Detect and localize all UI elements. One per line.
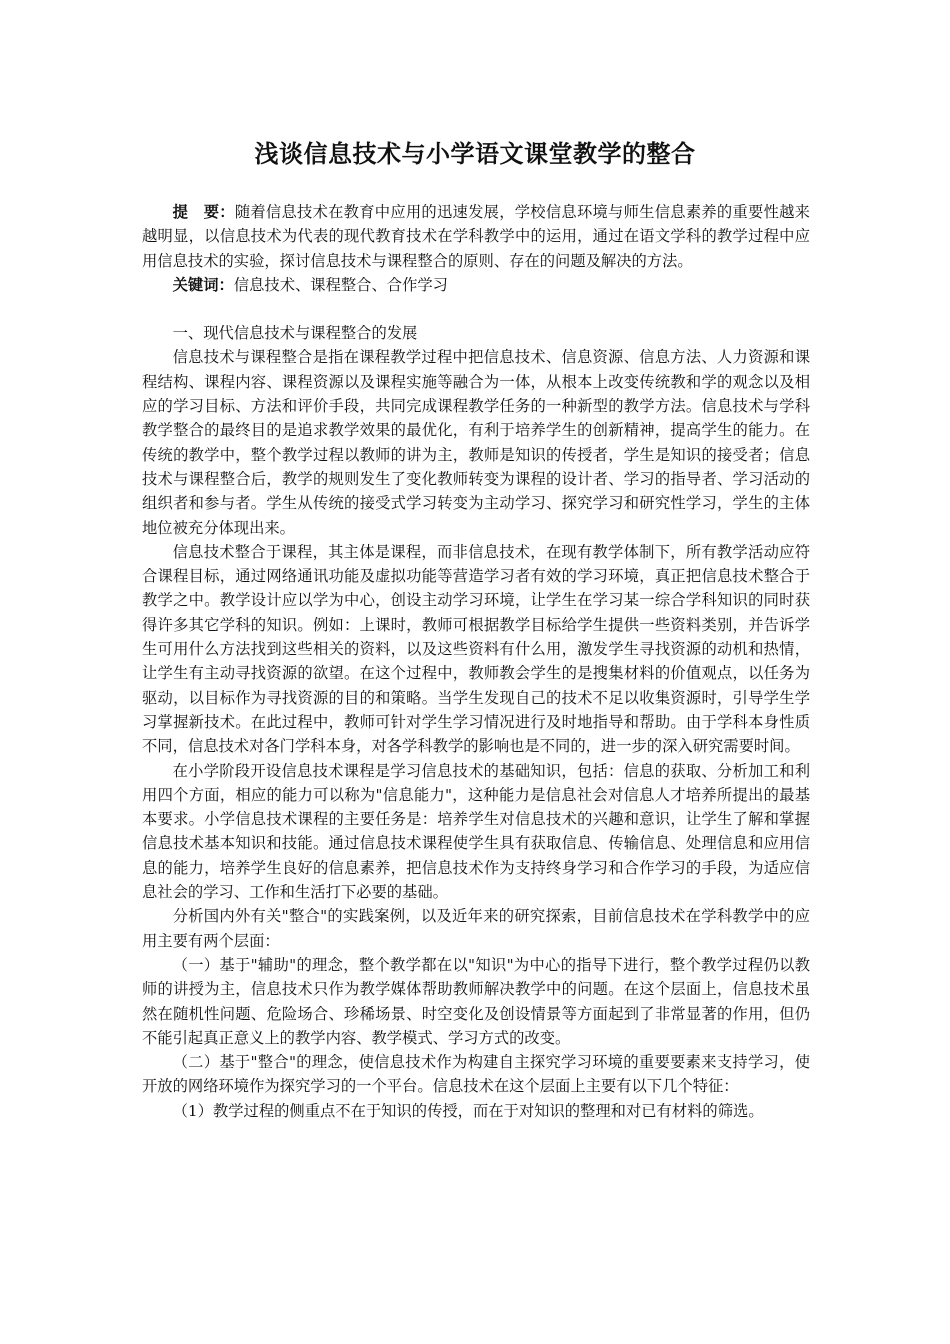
body-paragraph: （二）基于"整合"的理念，使信息技术作为构建自主探究学习环境的重要要素来支持学习，使开放的网络环境作为探究学习的一个平台。信息技术在这个层面上主要有以下几个特征： (142, 1053, 810, 1096)
abstract-text: 随着信息技术在教育中应用的迅速发展，学校信息环境与师生信息素养的重要性越来越明显，以信息技术为代表的现代教育技术在学科教学中的运用，通过在语文学科的教学过程中应用信息技术的实验，探讨信息技术与课程整合的原则、存在的问题及解决的方法。 (142, 203, 810, 270)
document-body (142, 200, 810, 1123)
body-paragraph: 分析国内外有关"整合"的实践案例，以及近年来的研究探索，目前信息技术在学科教学中的应用主要有两个层面： (142, 907, 810, 950)
body-paragraph: 在小学阶段开设信息技术课程是学习信息技术的基础知识，包括：信息的获取、分析加工和利用四个方面，相应的能力可以称为"信息能力"，这种能力是信息社会对信息人才培养所提出的最基本要求。小学信息技术课程的主要任务是：培养学生对信息技术的兴趣和意识，让学生了解和掌握信息技术基本知识和技能。通过信息技术课程使学生具有获取信息、传输信息、处理信息和应用信息的能力，培养学生良好的信息素养，把信息技术作为支持终身学习和合作学习的手段，为适应信息社会的学习、工作和生活打下必要的基础。 (142, 761, 810, 902)
section-heading: 一、现代信息技术与课程整合的发展 (172, 324, 418, 343)
abstract-label: 提 要： (172, 203, 235, 221)
document-title: 浅谈信息技术与小学语文课堂教学的整合 (254, 140, 696, 168)
body-paragraph: 信息技术与课程整合是指在课程教学过程中把信息技术、信息资源、信息方法、人力资源和课程结构、课程内容、课程资源以及课程实施等融合为一体，从根本上改变传统教和学的观念以及相应的学习目标、方法和评价手段，共同完成课程教学任务的一种新型的教学方法。信息技术与学科教学整合的最终目的是追求教学效果的最优化，有利于培养学生的创新精神，提高学生的能力。在传统的教学中，整个教学过程以教师的讲为主，教师是知识的传授者，学生是知识的接受者；信息技术与课程整合后，教学的规则发生了变化教师转变为课程的设计者、学习的指导者、学习活动的组织者和参与者。学生从传统的接受式学习转变为主动学习、探究学习和研究性学习，学生的主体地位被充分体现出来。 (142, 348, 810, 537)
body-paragraph: （1）教学过程的侧重点不在于知识的传授，而在于对知识的整理和对已有材料的筛选。 (172, 1101, 764, 1120)
body-paragraph: 信息技术整合于课程，其主体是课程，而非信息技术，在现有教学体制下，所有教学活动应符合课程目标，通过网络通讯功能及虚拟功能等营造学习者有效的学习环境，真正把信息技术整合于教学之中。教学设计应以学为中心，创设主动学习环境，让学生在学习某一综合学科知识的同时获得许多其它学科的知识。例如：上课时，教师可根据教学目标给学生提供一些资料类别，并告诉学生可用什么方法找到这些相关的资料，以及这些资料有什么用，激发学生寻找资源的动机和热情，让学生有主动寻找资源的欲望。在这个过程中，教师教会学生的是搜集材料的价值观点，以任务为驱动，以目标作为寻找资源的目的和策略。当学生发现自己的技术不足以收集资源时，引导学生学习掌握新技术。在此过程中，教师可针对学生学习情况进行及时地指导和帮助。由于学科本身性质不同，信息技术对各门学科本身，对各学科教学的影响也是不同的，进一步的深入研究需要时间。 (142, 542, 810, 756)
abstract-paragraph (142, 200, 810, 273)
keywords-label: 关键词： (172, 275, 234, 294)
body-paragraph: （一）基于"辅助"的理念，整个教学都在以"知识"为中心的指导下进行，整个教学过程仍以教师的讲授为主，信息技术只作为教学媒体帮助教师解决教学中的问题。在这个层面上，信息技术虽然在随机性问题、危险场合、珍稀场景、时空变化及创设情景等方面起到了非常显著的作用，但仍不能引起真正意义上的教学内容、教学模式、学习方式的改变。 (142, 955, 810, 1047)
keywords-paragraph (142, 273, 810, 297)
keywords-text: 信息技术、课程整合、合作学习 (233, 275, 448, 294)
